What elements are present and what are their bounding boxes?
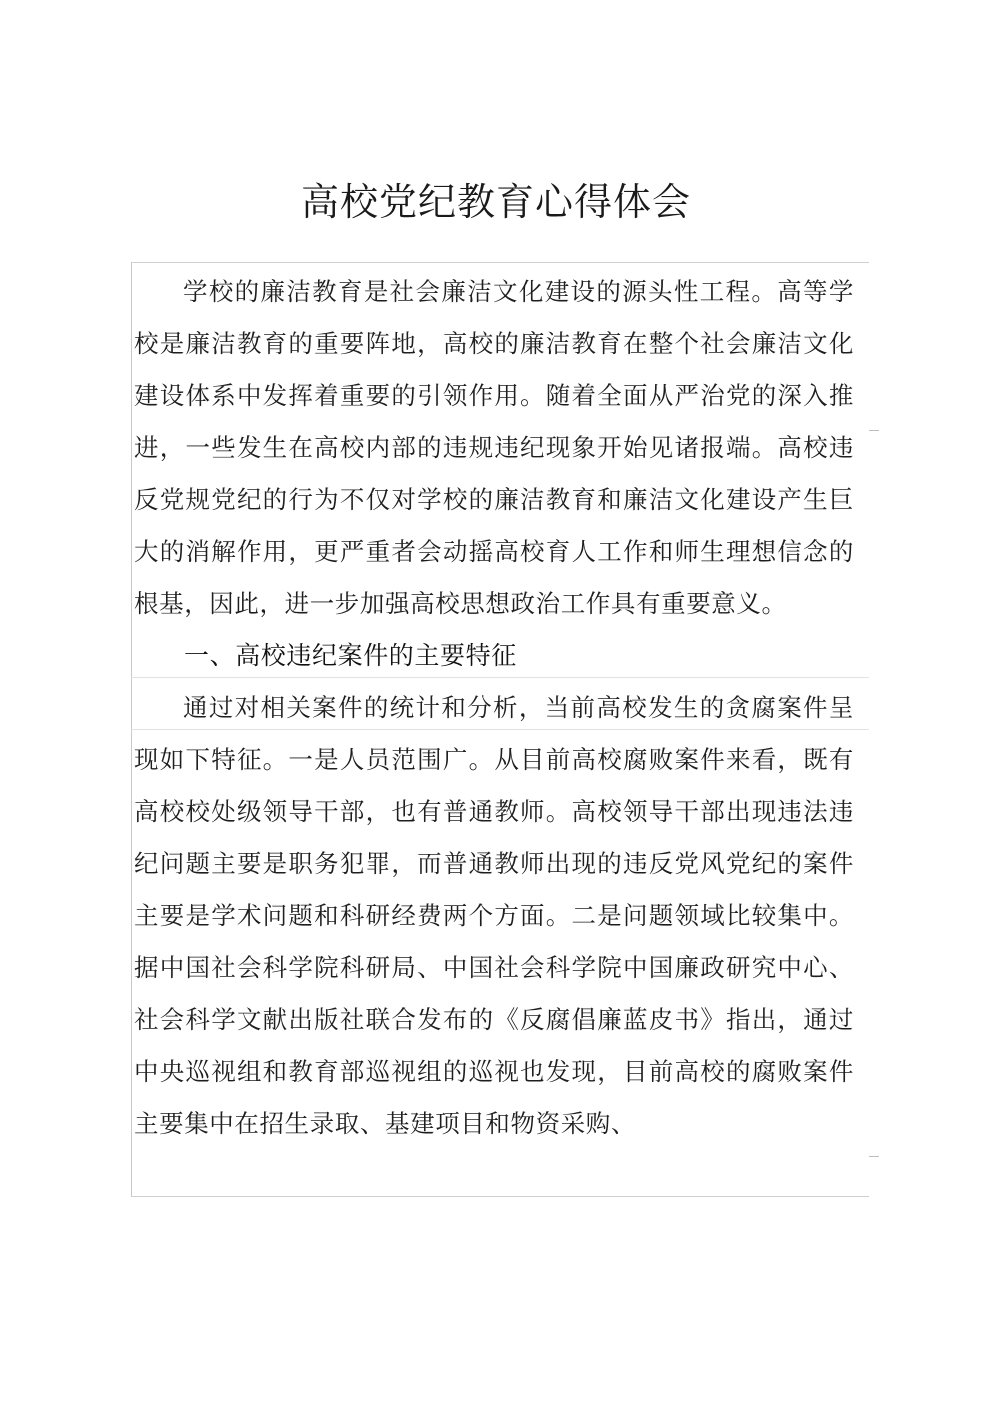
margin-tick [869,1156,879,1157]
section-heading: 一、高校违纪案件的主要特征 [184,641,517,670]
margin-tick [869,430,879,431]
intro-paragraph: 学校的廉洁教育是社会廉洁文化建设的源头性工程。高等学校是廉洁教育的重要阵地，高校的廉洁教育在整个社会廉洁文化建设体系中发挥着重要的引领作用。随着全面从严治党的深入推进，一些发生在高校内部的违规违纪现象开始见诸报端。高校违反党规党纪的行为不仅对学校的廉洁教育和廉洁文化建设产生巨大的消解作用，更严重者会动摇高校育人工作和师生理想信念的根基，因此，进一步加强高校思想政治工作具有重要意义。 [134,277,854,618]
body-paragraph: 通过对相关案件的统计和分析，当前高校发生的贪腐案件呈现如下特征。一是人员范围广。从目前高校腐败案件来看，既有高校校处级领导干部，也有普通教师。高校领导干部出现违法违纪问题主要是职务犯罪，而普通教师出现的违反党风党纪的案件主要是学术问题和科研经费两个方面。二是问题领域比较集中。据中国社会科学院科研局、中国社会科学院中国廉政研究中心、社会科学文献出版社联合发布的《反腐倡廉蓝皮书》指出，通过中央巡视组和教育部巡视组的巡视也发现，目前高校的腐败案件主要集中在招生录取、基建项目和物资采购、 [134,693,854,1138]
document-title: 高校党纪教育心得体会 [300,180,691,224]
frame-bottom-rule [131,1196,869,1197]
document-body [134,266,854,1150]
